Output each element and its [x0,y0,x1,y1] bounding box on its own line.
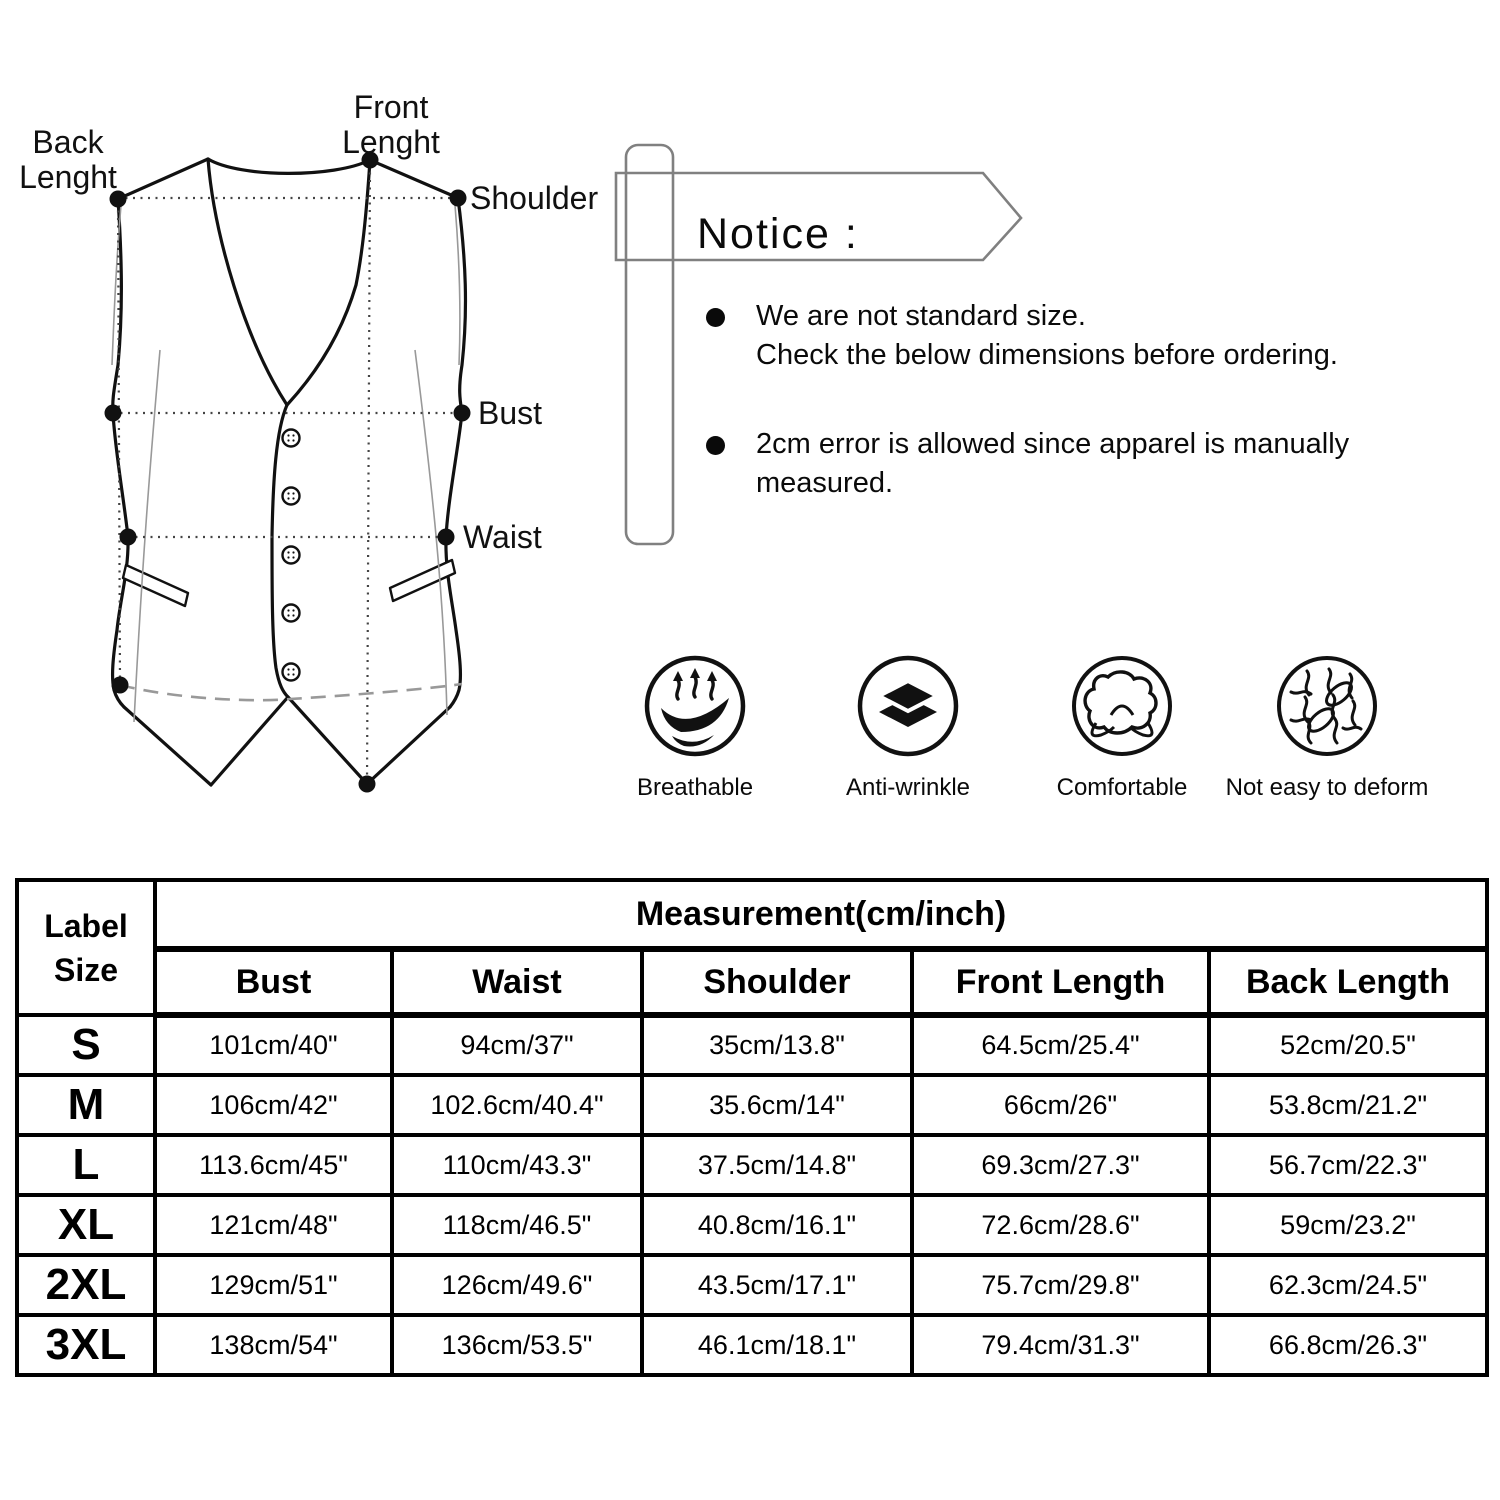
front-length-label-line1: Front [353,89,429,125]
back-length-label-line2: Lenght [19,159,117,195]
column-header-shoulder: Shoulder [642,949,912,1015]
waist-label: Waist [463,519,542,555]
size-row-l [17,1135,1487,1195]
shoulder-value-cell: 46.1cm/18.1" [642,1315,912,1375]
notice-item [706,297,1406,375]
vest-buttons [283,430,300,681]
front-length-value-cell: 75.7cm/29.8" [912,1255,1209,1315]
bust-value-cell: 101cm/40" [155,1015,392,1075]
bust-value-cell: 121cm/48" [155,1195,392,1255]
bullet-icon [706,308,725,327]
waist-value-cell: 102.6cm/40.4" [392,1075,642,1135]
notice-item [706,425,1406,503]
bust-value-cell: 106cm/42" [155,1075,392,1135]
feature-label: Anti-wrinkle [845,774,971,801]
notice-item-line: 2cm error is allowed since apparel is manually [756,428,1350,460]
bust-value-cell: 113.6cm/45" [155,1135,392,1195]
bust-label: Bust [478,395,543,431]
waist-value-cell: 118cm/46.5" [392,1195,642,1255]
back-length-value-cell: 59cm/23.2" [1209,1195,1487,1255]
bust-value-cell: 138cm/54" [155,1315,392,1375]
back-length-label-line1: Back [32,124,104,160]
feature-not-easy-to-deform [1197,650,1457,802]
front-length-label-line2: Lenght [342,124,440,160]
waist-value-cell: 136cm/53.5" [392,1315,642,1375]
column-header-waist: Waist [392,949,642,1015]
column-header-front-length: Front Length [912,949,1209,1015]
size-measurement-table [15,878,1489,1377]
label-size-header-line2: Size [53,951,119,988]
vest-outline [113,159,466,785]
size-label-cell: XL [17,1195,155,1255]
size-row-xl [17,1195,1487,1255]
label-size-header-line1: Label [44,907,128,944]
front-length-value-cell: 72.6cm/28.6" [912,1195,1209,1255]
bust-value-cell: 129cm/51" [155,1255,392,1315]
notice-item-line: measured. [756,467,894,499]
feature-label: Not easy to deform [1225,774,1429,801]
front-length-value-cell: 66cm/26" [912,1075,1209,1135]
shoulder-value-cell: 43.5cm/17.1" [642,1255,912,1315]
size-row-2xl [17,1255,1487,1315]
size-label-cell: 2XL [17,1255,155,1315]
diagram-labels [19,89,598,555]
bullet-icon [706,436,725,455]
size-label-cell: L [17,1135,155,1195]
column-header-back-length: Back Length [1209,949,1487,1015]
waist-value-cell: 110cm/43.3" [392,1135,642,1195]
shoulder-value-cell: 40.8cm/16.1" [642,1195,912,1255]
front-length-value-cell: 69.3cm/27.3" [912,1135,1209,1195]
size-row-s [17,1015,1487,1075]
not-easy-to-deform-icon [1271,650,1383,762]
back-length-value-cell: 66.8cm/26.3" [1209,1315,1487,1375]
shoulder-value-cell: 35.6cm/14" [642,1075,912,1135]
anti-wrinkle-icon [852,650,964,762]
comfortable-icon [1066,650,1178,762]
back-length-value-cell: 52cm/20.5" [1209,1015,1487,1075]
vest-measurement-diagram [0,85,620,825]
shoulder-value-cell: 37.5cm/14.8" [642,1135,912,1195]
waist-value-cell: 126cm/49.6" [392,1255,642,1315]
notice-item-line: Check the below dimensions before ordering. [756,339,1338,371]
notice-item-line: We are not standard size. [756,300,1086,332]
shoulder-label: Shoulder [470,180,599,216]
back-length-value-cell: 53.8cm/21.2" [1209,1075,1487,1135]
size-row-m [17,1075,1487,1135]
measurement-group-header: Measurement(cm/inch) [155,880,1487,949]
feature-label: Breathable [636,774,754,801]
column-header-bust: Bust [155,949,392,1015]
back-length-value-cell: 62.3cm/24.5" [1209,1255,1487,1315]
notice-pole-shape [626,145,673,544]
vest-seam-lines [112,205,462,722]
size-row-3xl [17,1315,1487,1375]
notice-title: Notice : [697,210,859,258]
size-label-cell: M [17,1075,155,1135]
front-length-value-cell: 79.4cm/31.3" [912,1315,1209,1375]
label-size-header-cell [17,880,155,1015]
breathable-icon [639,650,751,762]
size-label-cell: S [17,1015,155,1075]
feature-label: Comfortable [1056,774,1188,801]
front-length-value-cell: 64.5cm/25.4" [912,1015,1209,1075]
size-label-cell: 3XL [17,1315,155,1375]
back-length-value-cell: 56.7cm/22.3" [1209,1135,1487,1195]
shoulder-value-cell: 35cm/13.8" [642,1015,912,1075]
waist-value-cell: 94cm/37" [392,1015,642,1075]
